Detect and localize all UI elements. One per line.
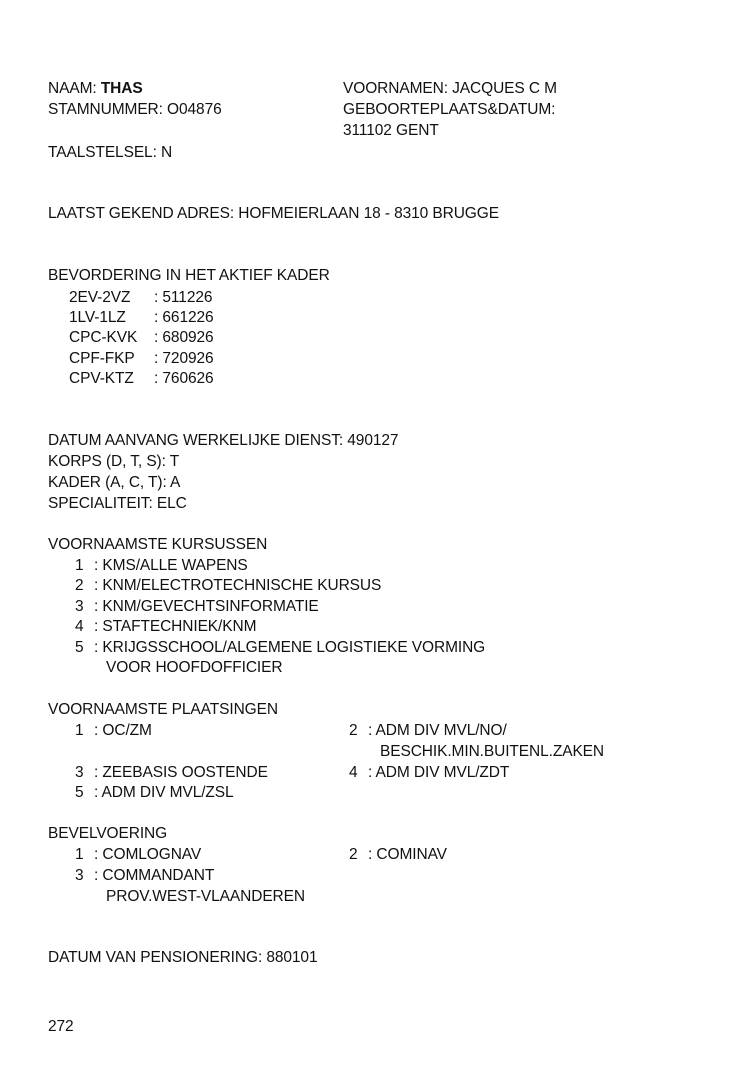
plaatsing-text: : ADM DIV MVL/ZSL <box>94 784 234 801</box>
bevordering-date: : 720926 <box>154 350 214 367</box>
naam-line <box>48 79 143 100</box>
plaatsing-text: : ZEEBASIS OOSTENDE <box>94 764 268 781</box>
geboorte-value: 311102 GENT <box>343 122 439 139</box>
plaatsingen-title: VOORNAAMSTE PLAATSINGEN <box>48 701 278 718</box>
plaatsing-number: 2 <box>349 722 358 739</box>
bevordering-title: BEVORDERING IN HET AKTIEF KADER <box>48 267 330 284</box>
kursus-text: : KMS/ALLE WAPENS <box>94 557 248 574</box>
bevelvoering-text: : COMINAV <box>368 846 447 863</box>
plaatsing-number: 1 <box>75 722 84 739</box>
taalstelsel: TAALSTELSEL: N <box>48 144 173 161</box>
kursus-text: : KRIJGSSCHOOL/ALGEMENE LOGISTIEKE VORMING <box>94 639 486 656</box>
bevordering-rank: 2EV-2VZ <box>69 289 131 306</box>
laatst-gekend-adres: LAATST GEKEND ADRES: HOFMEIERLAAN 18 - 8310 BRUGGE <box>48 205 499 222</box>
datum-aanvang-dienst: DATUM AANVANG WERKELIJKE DIENST: 490127 <box>48 432 399 449</box>
bevelvoering-title: BEVELVOERING <box>48 825 168 842</box>
kursus-number: 3 <box>75 598 84 615</box>
datum-pensionering: DATUM VAN PENSIONERING: 880101 <box>48 949 318 966</box>
bevelvoering-number: 1 <box>75 846 84 863</box>
kursus-text: : KNM/ELECTROTECHNISCHE KURSUS <box>94 577 382 594</box>
kursus-number: 4 <box>75 618 84 635</box>
naam-value: THAS <box>100 80 143 97</box>
page-number: 272 <box>48 1018 74 1035</box>
geboorte-label: GEBOORTEPLAATS&DATUM: <box>343 101 556 118</box>
kader: KADER (A, C, T): A <box>48 474 181 491</box>
kursus-number: 5 <box>75 639 84 656</box>
bevelvoering-number: 3 <box>75 867 84 884</box>
bevordering-rank: CPC-KVK <box>69 329 138 346</box>
kursus-text: : STAFTECHNIEK/KNM <box>94 618 257 635</box>
kursus-number: 2 <box>75 577 84 594</box>
korps: KORPS (D, T, S): T <box>48 453 180 470</box>
plaatsing-number: 5 <box>75 784 84 801</box>
kursus-text-continuation: VOOR HOOFDOFFICIER <box>106 659 283 676</box>
plaatsing-number: 3 <box>75 764 84 781</box>
plaatsing-text: : ADM DIV MVL/ZDT <box>368 764 510 781</box>
bevelvoering-text: : COMMANDANT <box>94 867 215 884</box>
plaatsing-text-continuation: BESCHIK.MIN.BUITENL.ZAKEN <box>380 743 605 760</box>
specialiteit: SPECIALITEIT: ELC <box>48 495 187 512</box>
bevordering-date: : 680926 <box>154 329 214 346</box>
plaatsing-text: : OC/ZM <box>94 722 152 739</box>
bevordering-date: : 661226 <box>154 309 214 326</box>
naam-label: NAAM: <box>48 80 97 97</box>
bevordering-rank: CPV-KTZ <box>69 370 134 387</box>
plaatsing-number: 4 <box>349 764 358 781</box>
bevelvoering-number: 2 <box>349 846 358 863</box>
kursussen-title: VOORNAAMSTE KURSUSSEN <box>48 536 268 553</box>
kursus-text: : KNM/GEVECHTSINFORMATIE <box>94 598 319 615</box>
bevelvoering-text-continuation: PROV.WEST-VLAANDEREN <box>106 888 305 905</box>
bevordering-date: : 511226 <box>154 289 213 306</box>
voornamen: VOORNAMEN: JACQUES C M <box>343 80 557 97</box>
bevordering-rank: 1LV-1LZ <box>69 309 126 326</box>
stamnummer: STAMNUMMER: O04876 <box>48 101 222 118</box>
kursus-number: 1 <box>75 557 84 574</box>
bevelvoering-text: : COMLOGNAV <box>94 846 202 863</box>
plaatsing-text: : ADM DIV MVL/NO/ <box>368 722 507 739</box>
bevordering-date: : 760626 <box>154 370 214 387</box>
bevordering-rank: CPF-FKP <box>69 350 135 367</box>
